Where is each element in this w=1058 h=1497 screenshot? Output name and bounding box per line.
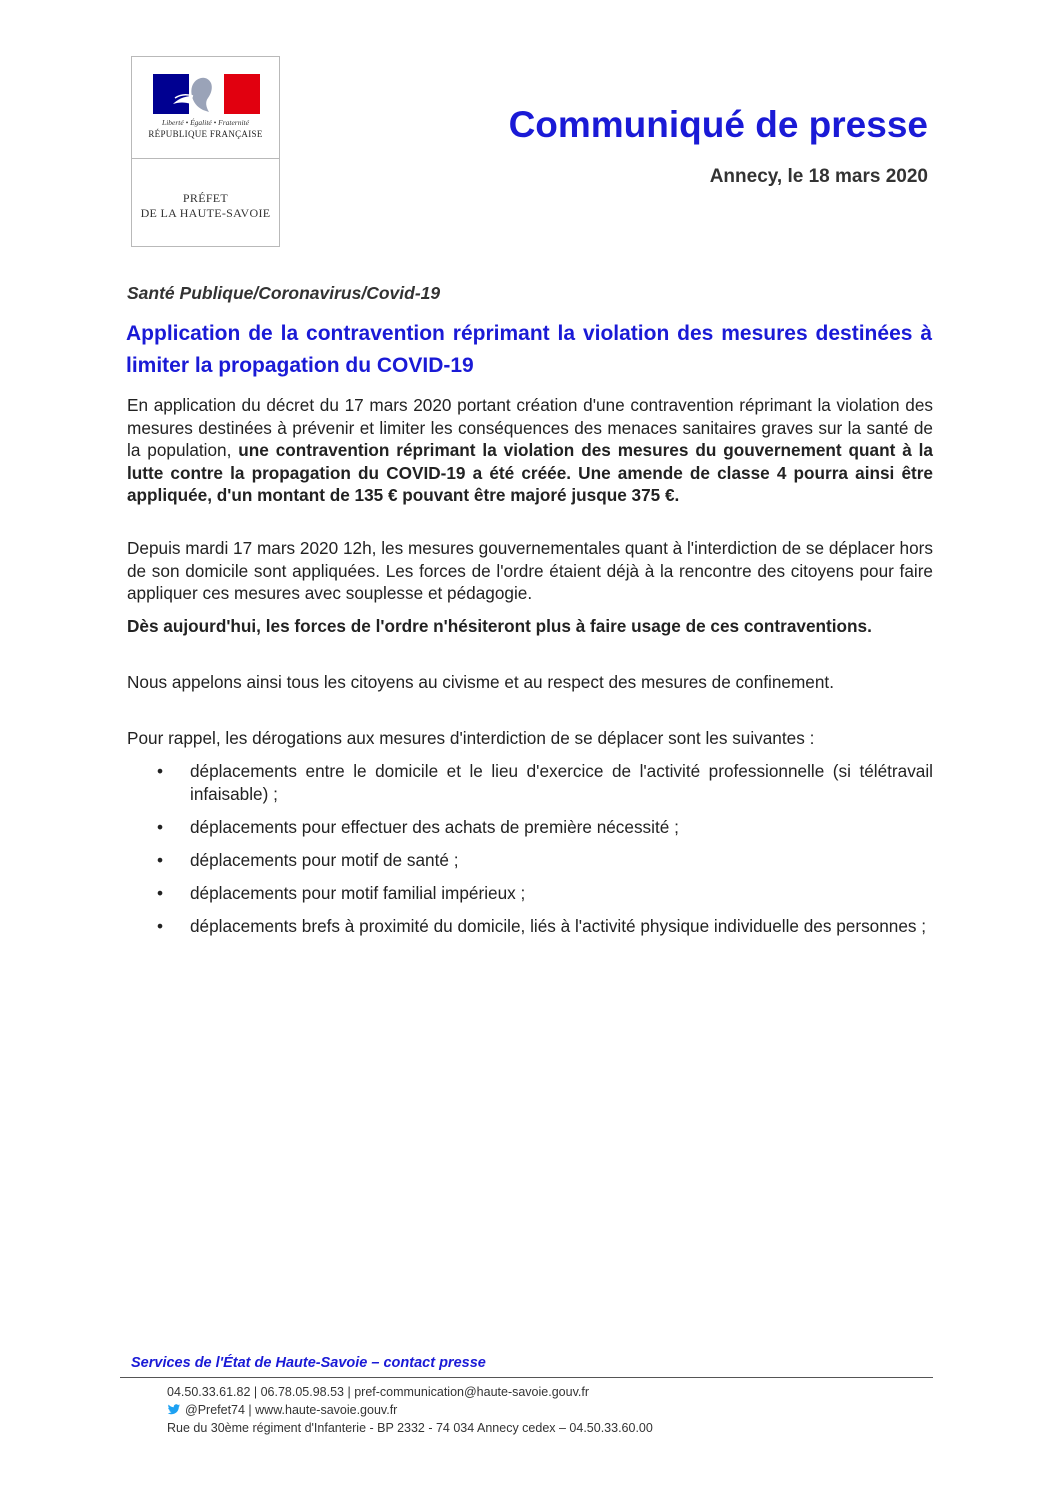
list-item-text: déplacements brefs à proximité du domicile, liés à l'activité physique individuelle des personnes ; xyxy=(190,915,927,936)
footer-phone-email: 04.50.33.61.82 | 06.78.05.98.53 | pref-communication@haute-savoie.gouv.fr xyxy=(167,1385,589,1399)
prefecture-logo-block xyxy=(131,56,280,247)
prefecture-name: DE LA HAUTE-SAVOIE xyxy=(140,206,271,220)
paragraph-derogations-intro: Pour rappel, les dérogations aux mesures d'interdiction de se déplacer sont les suivantes : xyxy=(127,728,815,748)
republic-motto: Liberté • Égalité • Fraternité xyxy=(162,118,249,127)
prefet-label: PRÉFET xyxy=(182,191,229,205)
list-item-text: déplacements pour motif familial impérieux ; xyxy=(190,882,526,903)
list-item-text: déplacements pour effectuer des achats de première nécessité ; xyxy=(190,816,679,837)
bullet-icon: • xyxy=(157,849,164,870)
list-item xyxy=(127,760,933,805)
paragraph-enforcement: Dès aujourd'hui, les forces de l'ordre n'hésiteront plus à faire usage de ces contraventions. xyxy=(127,616,872,636)
logo-divider xyxy=(132,158,279,159)
list-item xyxy=(127,849,933,872)
category-label: Santé Publique/Coronavirus/Covid-19 xyxy=(127,283,441,303)
bullet-icon: • xyxy=(157,761,164,781)
paragraph-measures: Depuis mardi 17 mars 2020 12h, les mesures gouvernementales quant à l'interdiction de se déplacer hors de son domicile sont appliquées. Les forces de l'ordre étaient déjà à la rencontre des citoyens pour faire appliquer ces mesures avec souplesse et pédagogie. xyxy=(127,538,933,603)
bullet-icon: • xyxy=(157,882,164,903)
footer-social xyxy=(167,1402,397,1418)
bullet-icon: • xyxy=(157,915,164,936)
document-title: Communiqué de presse xyxy=(508,104,928,145)
twitter-bird-icon xyxy=(167,1404,181,1415)
republique-francaise-label: RÉPUBLIQUE FRANÇAISE xyxy=(148,129,263,139)
document-date: Annecy, le 18 mars 2020 xyxy=(709,166,928,187)
footer-contact-title: Services de l'État de Haute-Savoie – contact presse xyxy=(131,1355,486,1371)
footer-divider xyxy=(120,1377,933,1378)
footer-address: Rue du 30ème régiment d'Infanterie - BP 2332 - 74 034 Annecy cedex – 04.50.33.60.00 xyxy=(167,1421,653,1435)
footer-social-text: @Prefet74 | www.haute-savoie.gouv.fr xyxy=(185,1403,398,1417)
marianne-logo xyxy=(153,74,260,114)
list-item xyxy=(127,915,933,938)
list-item-text: déplacements pour motif de santé ; xyxy=(190,849,459,870)
paragraph-appeal: Nous appelons ainsi tous les citoyens au civisme et au respect des mesures de confinement. xyxy=(127,672,834,692)
bullet-icon: • xyxy=(157,816,164,837)
paragraph-decree-normal: En application du décret du 17 mars 2020 portant création d'une contravention réprimant la violation des mesures destinées à prévenir et limiter les conséquences des menaces sanitaires graves sur la santé de la population, xyxy=(127,395,933,460)
derogations-list xyxy=(127,760,933,948)
list-item xyxy=(127,882,933,905)
list-item-text: déplacements entre le domicile et le lieu d'exercice de l'activité professionnelle (si télétravail infaisable) ; xyxy=(190,761,933,804)
list-item xyxy=(127,816,933,839)
paragraph-decree-bold: une contravention réprimant la violation des mesures du gouvernement quant à la lutte contre la propagation du COVID-19 a été créée. Une amende de classe 4 pourra ainsi être appliquée, d'un montant de 135 € pouvant être majoré jusque 375 €. xyxy=(127,440,933,505)
paragraph-decree xyxy=(127,394,933,507)
headline: Application de la contravention réprimant la violation des mesures destinées à limiter la propagation du COVID-19 xyxy=(126,322,932,377)
